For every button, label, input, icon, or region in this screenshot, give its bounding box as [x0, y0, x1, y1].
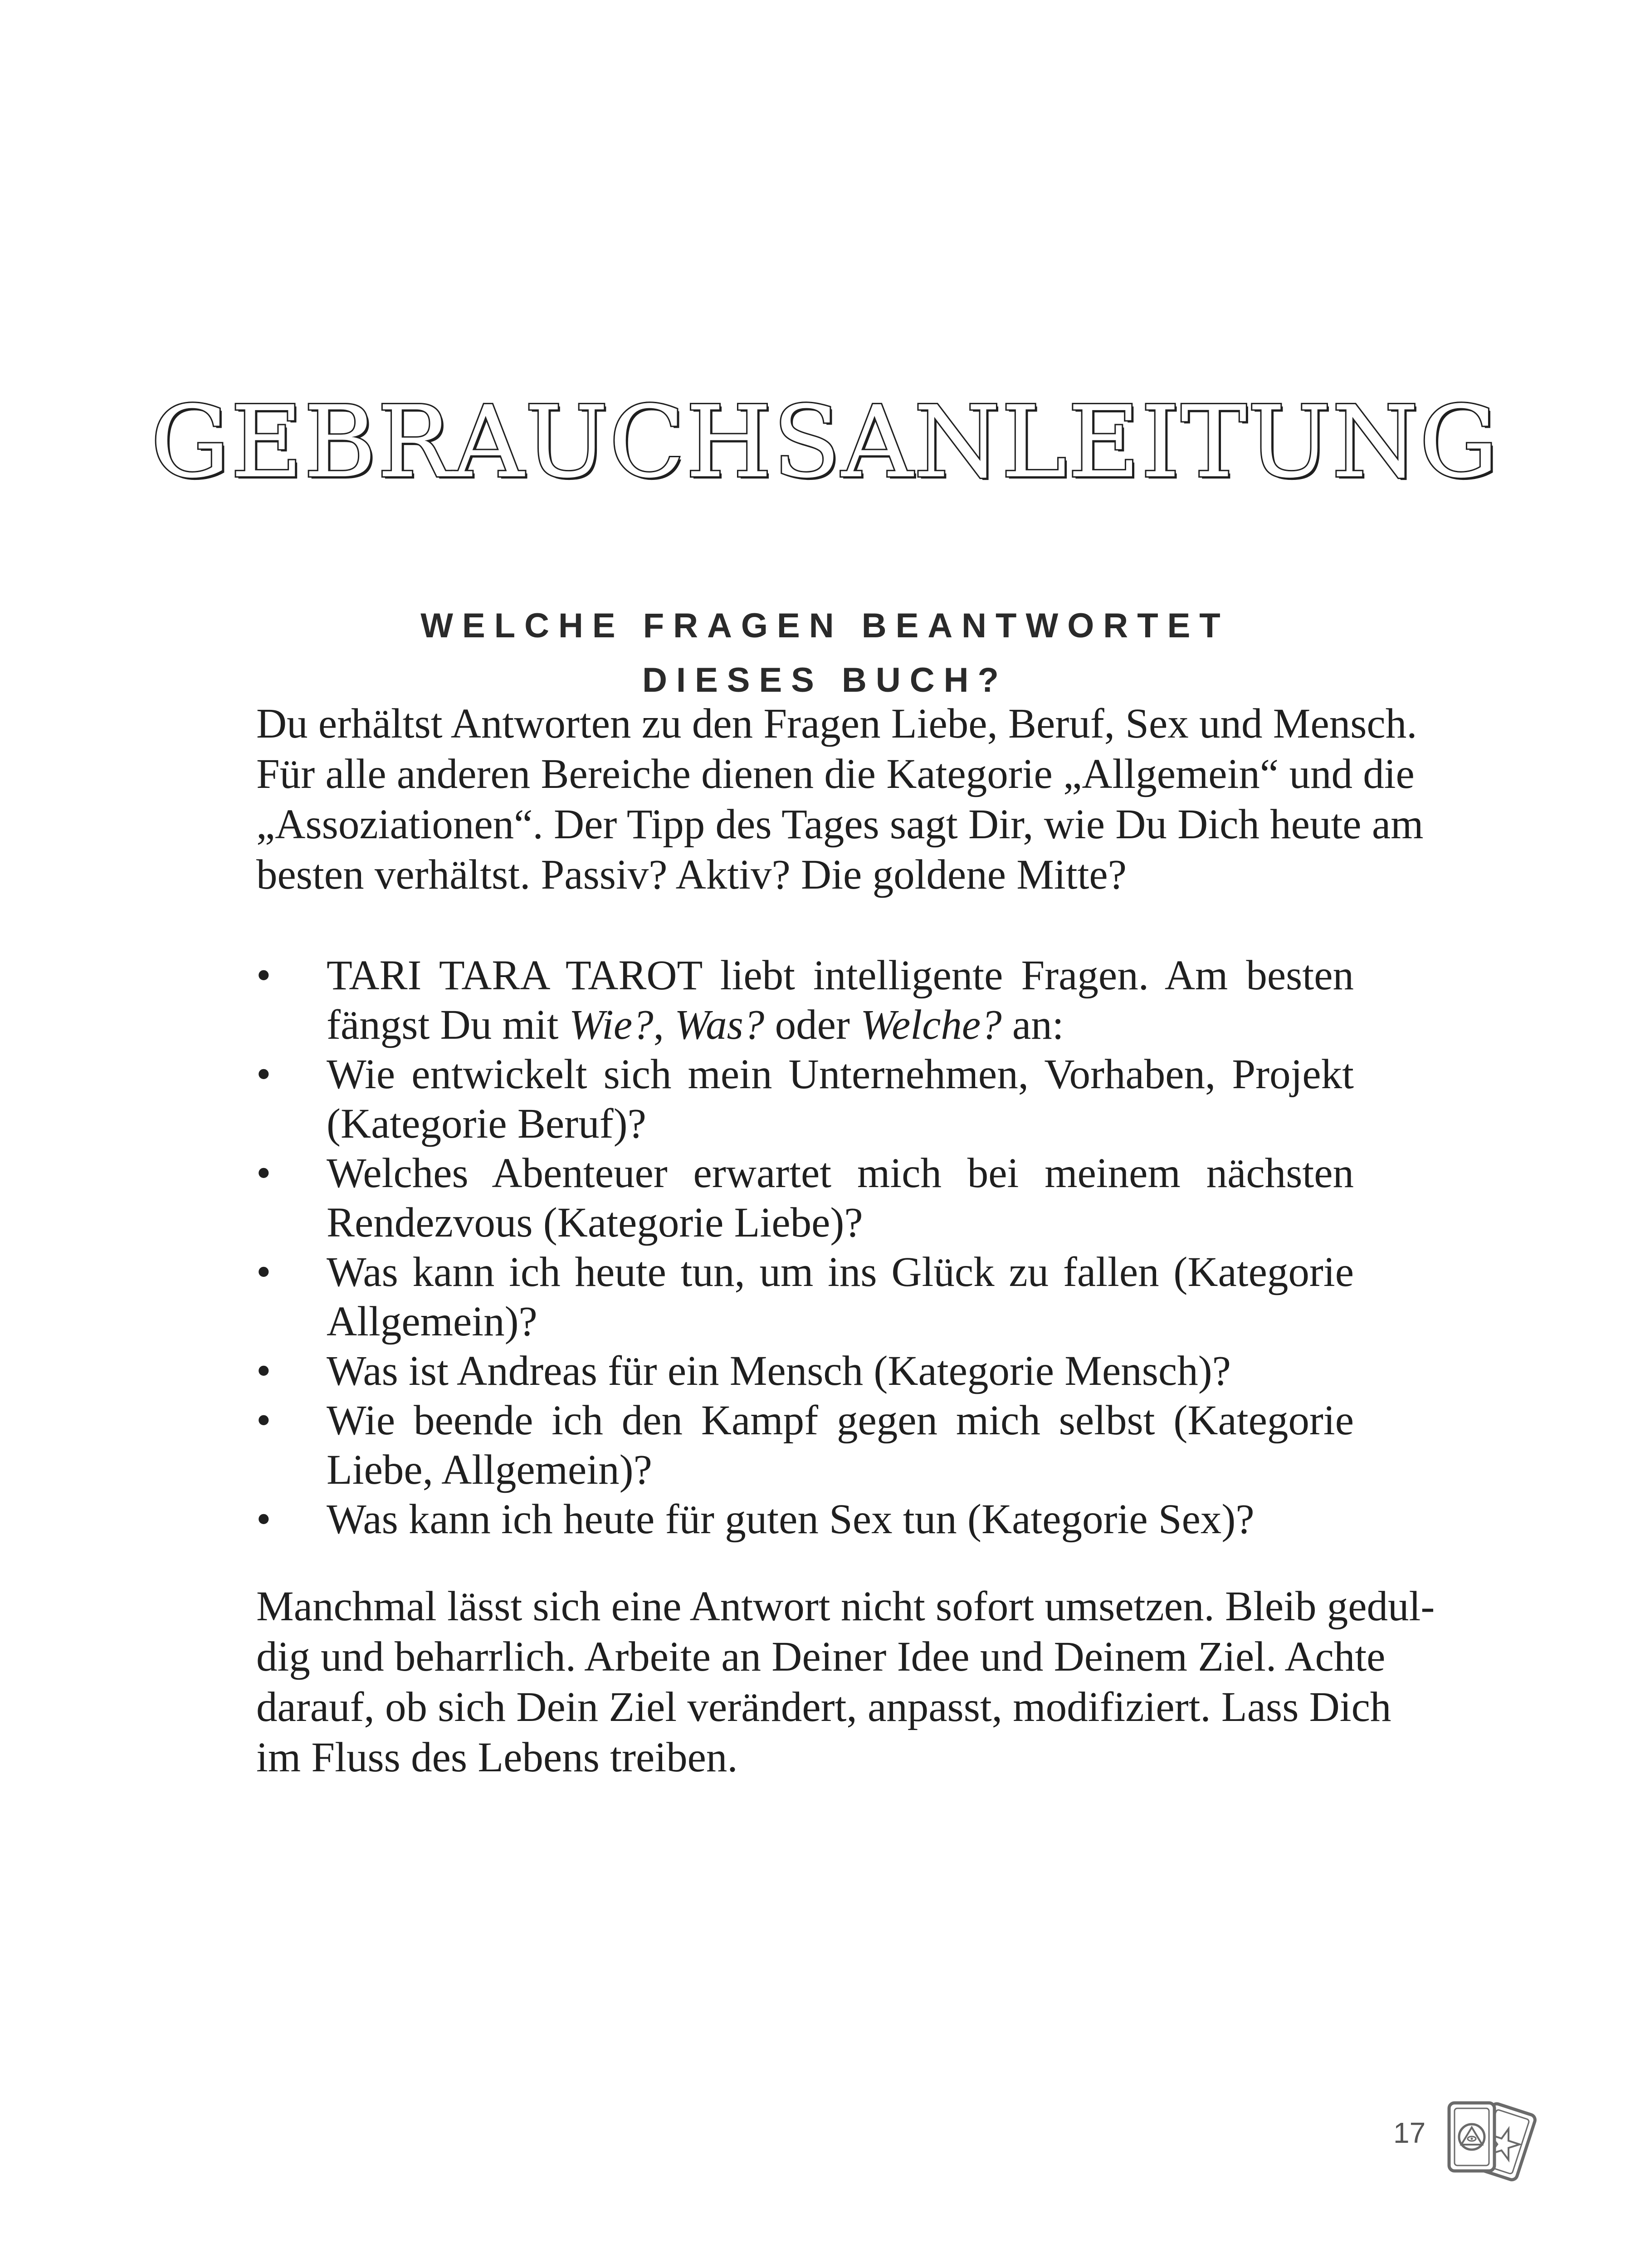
list-item [256, 1149, 1354, 1247]
list-item-text: Welches Abenteuer erwartet mich bei meinem nächsten Rendezvous (Kategorie Liebe)? [327, 1150, 1354, 1246]
list-item-text: Was kann ich heute tun, um ins Glück zu fallen (Kategorie Allgemein)? [327, 1249, 1354, 1345]
question-list [256, 951, 1354, 1544]
section-heading-line-2: DIESES BUCH? [642, 661, 1008, 699]
bullet-icon: • [256, 1348, 271, 1394]
list-item-text: Was kann ich heute für guten Sex tun (Kategorie Sex)? [327, 1496, 1255, 1543]
page-title: GEBRAUCHSANLEITUNG [151, 385, 1499, 500]
bullet-icon: • [256, 952, 271, 999]
list-item-text: Wie beende ich den Kampf gegen mich selbst (Kategorie Liebe, Allgemein)? [327, 1397, 1354, 1493]
bullet-icon: • [256, 1249, 271, 1295]
intro-paragraph: Du erhältst Antworten zu den Fragen Liebe, Beruf, Sex und Mensch. Für alle anderen Bereiche dienen die Kategorie „Allgemein“ und die „Assoziationen“. Der Tipp des Tages sagt Dir, wie Du Dich heute am besten verhältst. Passiv? Aktiv? Die goldene Mitte? [256, 700, 1424, 898]
page-number: 17 [1393, 2116, 1426, 2149]
list-item-text: Wie entwickelt sich mein Unternehmen, Vorhaben, Projekt (Kategorie Beruf)? [327, 1051, 1354, 1147]
tarot-cards-icon [1438, 2095, 1542, 2190]
list-item [256, 1247, 1354, 1346]
bullet-icon: • [256, 1051, 271, 1098]
list-item [256, 1346, 1354, 1396]
list-item [256, 1495, 1354, 1544]
list-item [256, 1050, 1354, 1149]
bullet-icon: • [256, 1496, 271, 1543]
bullet-icon: • [256, 1150, 271, 1197]
list-item-text: Was ist Andreas für ein Mensch (Kategorie Mensch)? [327, 1348, 1231, 1394]
section-heading [0, 599, 1650, 708]
closing-paragraph: Manchmal lässt sich eine Antwort nicht sofort umsetzen. Bleib geduldig und beharrlich. Arbeite an Deiner Idee und Deinem Ziel. Achte darauf, ob sich Dein Ziel verändert, anpasst, modifiziert. Lass Dich im Fluss des Lebens treiben. [256, 1583, 1435, 1781]
section-heading-line-1: WELCHE FRAGEN BEANTWORTET [420, 606, 1230, 645]
bullet-icon: • [256, 1397, 271, 1444]
list-item [256, 1396, 1354, 1495]
list-item [256, 951, 1354, 1050]
list-item-text: TARI TARA TAROT liebt intelligente Fragen. Am besten fängst Du mit Wie?, Was? oder Welche? an: [327, 952, 1354, 1048]
